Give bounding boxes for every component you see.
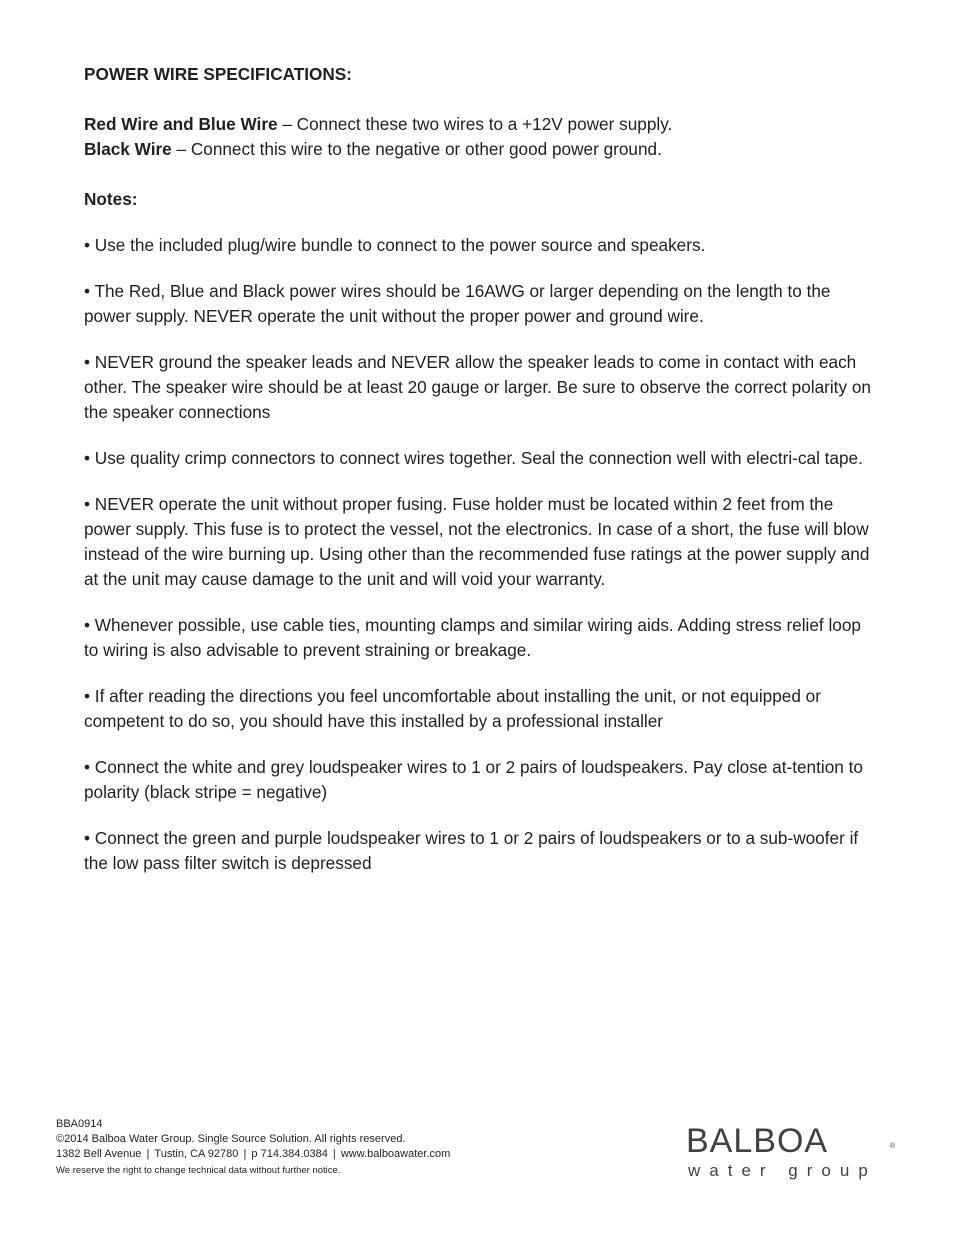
copyright-line: ©2014 Balboa Water Group. Single Source Solution. All rights reserved. xyxy=(56,1133,406,1145)
spec-text: – Connect these two wires to a +12V power supply. xyxy=(277,114,673,134)
balboa-logo xyxy=(684,1120,904,1182)
contact-line: 1382 Bell Avenue | Tustin, CA 92780 | p 714.384.0384 | www.balboawater.com xyxy=(56,1148,451,1160)
note-item: • The Red, Blue and Black power wires should be 16AWG or larger depending on the length to the power supply. NEVER operate the unit without the proper power and ground wire. xyxy=(84,281,831,326)
phone-prefix: p xyxy=(251,1148,258,1160)
address: 1382 Bell Avenue xyxy=(56,1148,142,1160)
note-item: • If after reading the directions you feel uncomfortable about installing the unit, or not equipped or competent to do so, you should have this installed by a professional installer xyxy=(84,686,821,731)
spec-text: – Connect this wire to the negative or other good power ground. xyxy=(171,139,662,159)
logo-registered-mark: ® xyxy=(890,1143,896,1150)
document-body xyxy=(84,62,874,876)
notes-heading: Notes: xyxy=(84,189,138,209)
note-item: • Use the included plug/wire bundle to connect to the power source and speakers. xyxy=(84,235,706,255)
note-item: • Whenever possible, use cable ties, mounting clamps and similar wiring aids. Adding stress relief loop to wiring is also advisable to prevent straining or breakage. xyxy=(84,615,861,660)
website-link[interactable]: www.balboawater.com xyxy=(340,1148,451,1160)
spec-red-blue xyxy=(84,112,874,137)
note-item: • Use quality crimp connectors to connect wires together. Seal the connection well with electri-cal tape. xyxy=(84,448,863,468)
document-code: BBA0914 xyxy=(56,1118,103,1130)
wire-specs xyxy=(84,112,874,162)
page-footer xyxy=(56,1117,450,1179)
note-item: • Connect the white and grey loudspeaker wires to 1 or 2 pairs of loudspeakers. Pay close at-tention to polarity (black stripe = negative) xyxy=(84,757,863,802)
city: Tustin, CA 92780 xyxy=(154,1148,239,1160)
spec-label: Red Wire and Blue Wire xyxy=(84,114,278,134)
logo-tagline: water group xyxy=(688,1161,877,1180)
section-heading: POWER WIRE SPECIFICATIONS: xyxy=(84,64,352,84)
spec-label: Black Wire xyxy=(84,139,172,159)
note-item: • NEVER operate the unit without proper fusing. Fuse holder must be located within 2 feet from the power supply. This fuse is to protect the vessel, not the electronics. In case of a short, the fuse will blow instead of the wire burning up. Using other than the recommended fuse ratings at the power supply and at the unit may cause damage to the unit and will void your warranty. xyxy=(84,494,870,589)
note-item: • NEVER ground the speaker leads and NEVER allow the speaker leads to come in contact with each other. The speaker wire should be at least 20 gauge or larger. Be sure to observe the correct polarity on the speaker connections xyxy=(84,352,871,422)
logo-wordmark: BALBOA xyxy=(686,1122,829,1160)
spec-black xyxy=(84,137,874,162)
disclaimer: We reserve the right to change technical data without further notice. xyxy=(56,1165,341,1176)
phone-number: 714.384.0384 xyxy=(260,1148,328,1160)
note-item: • Connect the green and purple loudspeaker wires to 1 or 2 pairs of loudspeakers or to a sub-woofer if the low pass filter switch is depressed xyxy=(84,828,859,873)
